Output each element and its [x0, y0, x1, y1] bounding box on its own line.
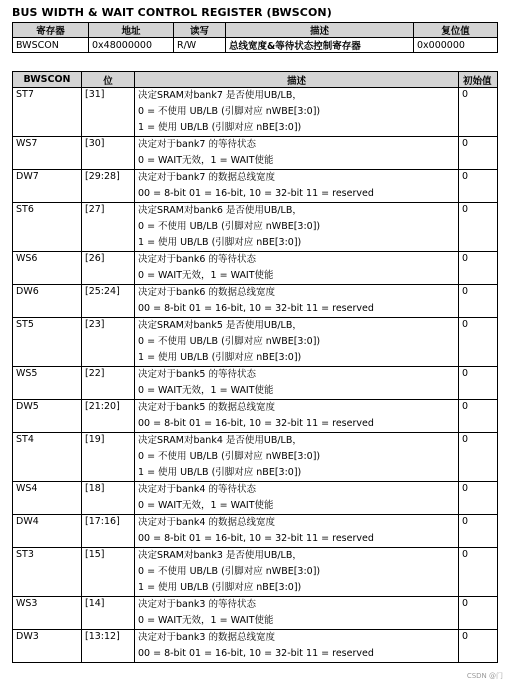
field-initial-value: 0 [459, 252, 498, 285]
field-name: ST4 [13, 433, 82, 482]
bit-field-row [13, 433, 498, 482]
bit-field-row [13, 515, 498, 548]
field-name: WS7 [13, 137, 82, 170]
description-line: 00 = 8-bit 01 = 16-bit, 10 = 32-bit 11 = reserved [138, 533, 374, 544]
description-line: 决定SRAM对bank4 是否使用UB/LB， [138, 435, 302, 446]
description-line: 决定对于bank3 的数据总线宽度 [138, 632, 275, 643]
field-description [135, 203, 459, 252]
header-description: 描述 [226, 23, 414, 38]
description-line: 00 = 8-bit 01 = 16-bit, 10 = 32-bit 11 = reserved [138, 648, 374, 659]
field-name: ST7 [13, 88, 82, 137]
description-line: 决定对于bank4 的数据总线宽度 [138, 517, 275, 528]
field-name: ST3 [13, 548, 82, 597]
bit-table-header [13, 72, 498, 88]
field-initial-value: 0 [459, 170, 498, 203]
field-bits: [30] [82, 137, 135, 170]
description-line: 决定对于bank5 的数据总线宽度 [138, 402, 275, 413]
bit-field-row [13, 597, 498, 630]
field-bits: [31] [82, 88, 135, 137]
description-line: 1 = 使用 UB/LB (引脚对应 nBE[3:0]) [138, 122, 302, 133]
field-description [135, 482, 459, 515]
description-line: 1 = 使用 UB/LB (引脚对应 nBE[3:0]) [138, 237, 302, 248]
field-name: ST5 [13, 318, 82, 367]
header-address: 地址 [89, 23, 174, 38]
header-bits: 位 [82, 72, 135, 88]
field-initial-value: 0 [459, 515, 498, 548]
register-description: 总线宽度&等待状态控制寄存器 [226, 38, 414, 53]
field-initial-value: 0 [459, 597, 498, 630]
description-line: 决定对于bank6 的数据总线宽度 [138, 287, 275, 298]
description-line: 决定SRAM对bank5 是否使用UB/LB， [138, 320, 302, 331]
header-field-description: 描述 [135, 72, 459, 88]
watermark: CSDN @门 [466, 672, 503, 680]
field-name: DW7 [13, 170, 82, 203]
field-initial-value: 0 [459, 400, 498, 433]
header-register: 寄存器 [13, 23, 89, 38]
field-bits: [17:16] [82, 515, 135, 548]
field-description [135, 170, 459, 203]
field-initial-value: 0 [459, 482, 498, 515]
field-bits: [25:24] [82, 285, 135, 318]
description-line: 0 = WAIT无效，1 = WAIT使能 [138, 500, 274, 511]
field-bits: [29:28] [82, 170, 135, 203]
register-reset-value: 0x000000 [414, 38, 498, 53]
field-name: WS3 [13, 597, 82, 630]
document-title: BUS WIDTH & WAIT CONTROL REGISTER (BWSCON) [12, 6, 332, 19]
bit-field-table [12, 71, 498, 663]
bit-field-row [13, 88, 498, 137]
description-line: 决定SRAM对bank7 是否使用UB/LB， [138, 90, 302, 101]
field-name: DW4 [13, 515, 82, 548]
description-line: 0 = WAIT无效，1 = WAIT使能 [138, 615, 274, 626]
field-bits: [14] [82, 597, 135, 630]
bit-field-row [13, 400, 498, 433]
register-summary-table [12, 22, 498, 53]
bit-field-row [13, 170, 498, 203]
description-line: 决定对于bank6 的等待状态 [138, 254, 256, 265]
description-line: 00 = 8-bit 01 = 16-bit, 10 = 32-bit 11 = reserved [138, 303, 374, 314]
description-line: 决定对于bank4 的等待状态 [138, 484, 256, 495]
description-line: 0 = 不使用 UB/LB (引脚对应 nWBE[3:0]) [138, 221, 321, 232]
field-bits: [19] [82, 433, 135, 482]
description-line: 决定对于bank7 的数据总线宽度 [138, 172, 275, 183]
field-description [135, 597, 459, 630]
header-initial-value: 初始值 [459, 72, 498, 88]
field-name: DW5 [13, 400, 82, 433]
field-bits: [27] [82, 203, 135, 252]
field-name: ST6 [13, 203, 82, 252]
description-line: 00 = 8-bit 01 = 16-bit, 10 = 32-bit 11 = reserved [138, 188, 374, 199]
description-line: 00 = 8-bit 01 = 16-bit, 10 = 32-bit 11 = reserved [138, 418, 374, 429]
field-initial-value: 0 [459, 318, 498, 367]
field-initial-value: 0 [459, 88, 498, 137]
field-initial-value: 0 [459, 367, 498, 400]
bit-field-row [13, 137, 498, 170]
bit-field-row [13, 318, 498, 367]
header-read-write: 读写 [174, 23, 226, 38]
field-description [135, 433, 459, 482]
description-line: 决定对于bank3 的等待状态 [138, 599, 256, 610]
description-line: 决定对于bank5 的等待状态 [138, 369, 256, 380]
bit-field-row [13, 630, 498, 663]
bit-field-row [13, 203, 498, 252]
field-description [135, 285, 459, 318]
bit-table-body [13, 88, 498, 663]
field-description [135, 630, 459, 663]
description-line: 0 = WAIT无效，1 = WAIT使能 [138, 385, 274, 396]
field-bits: [22] [82, 367, 135, 400]
field-bits: [26] [82, 252, 135, 285]
description-line: 0 = 不使用 UB/LB (引脚对应 nWBE[3:0]) [138, 451, 321, 462]
field-description [135, 515, 459, 548]
description-line: 1 = 使用 UB/LB (引脚对应 nBE[3:0]) [138, 467, 302, 478]
description-line: 0 = 不使用 UB/LB (引脚对应 nWBE[3:0]) [138, 566, 321, 577]
field-name: DW6 [13, 285, 82, 318]
bit-field-row [13, 285, 498, 318]
field-description [135, 252, 459, 285]
field-name: WS6 [13, 252, 82, 285]
description-line: 0 = WAIT无效，1 = WAIT使能 [138, 270, 274, 281]
field-initial-value: 0 [459, 203, 498, 252]
description-line: 1 = 使用 UB/LB (引脚对应 nBE[3:0]) [138, 352, 302, 363]
field-name: WS4 [13, 482, 82, 515]
header-reset-value: 复位值 [414, 23, 498, 38]
field-bits: [13:12] [82, 630, 135, 663]
description-line: 决定SRAM对bank6 是否使用UB/LB， [138, 205, 302, 216]
field-description [135, 400, 459, 433]
register-address: 0x48000000 [89, 38, 174, 53]
field-initial-value: 0 [459, 137, 498, 170]
description-line: 决定对于bank7 的等待状态 [138, 139, 256, 150]
field-bits: [15] [82, 548, 135, 597]
header-field: BWSCON [13, 72, 82, 88]
description-line: 0 = 不使用 UB/LB (引脚对应 nWBE[3:0]) [138, 336, 321, 347]
description-line: 0 = 不使用 UB/LB (引脚对应 nWBE[3:0]) [138, 106, 321, 117]
description-line: 1 = 使用 UB/LB (引脚对应 nBE[3:0]) [138, 582, 302, 593]
field-initial-value: 0 [459, 548, 498, 597]
bit-field-row [13, 548, 498, 597]
field-initial-value: 0 [459, 285, 498, 318]
register-row [13, 38, 498, 53]
field-description [135, 318, 459, 367]
field-bits: [23] [82, 318, 135, 367]
field-description [135, 548, 459, 597]
bit-field-row [13, 252, 498, 285]
description-line: 0 = WAIT无效，1 = WAIT使能 [138, 155, 274, 166]
field-description [135, 367, 459, 400]
register-table-header [13, 23, 498, 38]
field-description [135, 137, 459, 170]
register-access: R/W [174, 38, 226, 53]
bit-field-row [13, 367, 498, 400]
bit-field-row [13, 482, 498, 515]
description-line: 决定SRAM对bank3 是否使用UB/LB， [138, 550, 302, 561]
field-initial-value: 0 [459, 630, 498, 663]
field-name: WS5 [13, 367, 82, 400]
field-bits: [18] [82, 482, 135, 515]
field-name: DW3 [13, 630, 82, 663]
field-bits: [21:20] [82, 400, 135, 433]
field-description [135, 88, 459, 137]
field-initial-value: 0 [459, 433, 498, 482]
register-name: BWSCON [13, 38, 89, 53]
